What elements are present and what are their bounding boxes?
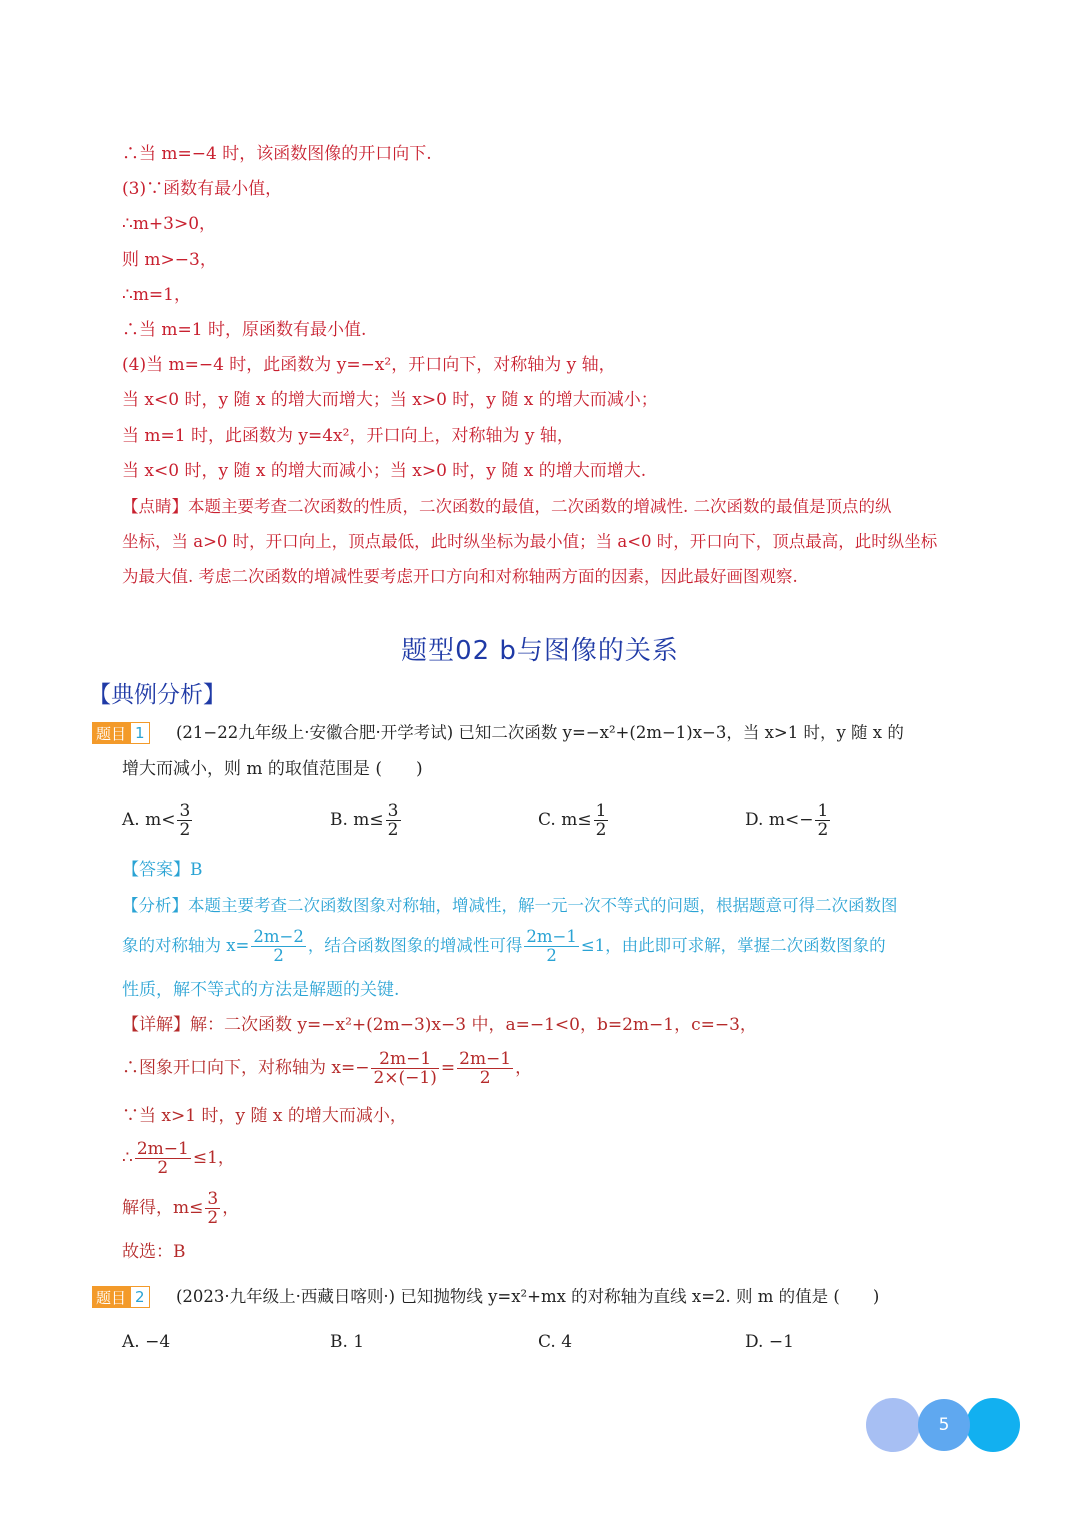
option-b[interactable] <box>330 802 403 839</box>
detail-line: ∵当 x>1 时，y 随 x 的增大而减小， <box>122 1106 407 1126</box>
option-label: A. m< <box>122 810 176 830</box>
denominator: 2 <box>273 946 284 965</box>
detail-text: ≤1， <box>192 1148 235 1168</box>
option-c[interactable] <box>538 802 610 839</box>
numerator: 3 <box>179 801 191 821</box>
analysis-text: 象的对称轴为 x= <box>122 936 250 955</box>
question-tag <box>92 1286 150 1308</box>
fraction <box>594 802 609 839</box>
denominator: 2×(−1) <box>373 1068 437 1088</box>
fraction <box>386 802 401 839</box>
example-heading: 【典例分析】 <box>88 682 226 708</box>
question-number: 1 <box>130 722 150 744</box>
answer-line: 【答案】B <box>122 860 203 880</box>
numerator: 2m−1 <box>459 1049 512 1069</box>
option-d[interactable] <box>745 802 832 839</box>
question-tag-label: 题目 <box>92 1286 130 1308</box>
analysis-line: 【分析】本题主要考查二次函数图象对称轴，增减性，解一元一次不等式的问题，根据题意可得二次函数图 <box>122 896 898 915</box>
analysis-line: 性质，解不等式的方法是解题的关键. <box>122 980 400 1000</box>
detail-line: 【详解】解：二次函数 y=−x²+(2m−3)x−3 中，a=−1<0，b=2m−1，c=−3， <box>122 1015 757 1035</box>
solution-line: 则 m>−3， <box>122 250 217 270</box>
detail-line: 故选：B <box>122 1242 186 1262</box>
solution-line: 当 x<0 时，y 随 x 的增大而减小；当 x>0 时，y 随 x 的增大而增大. <box>122 461 647 481</box>
comment-line: 【点睛】本题主要考查二次函数的性质，二次函数的最值，二次函数的增减性. 二次函数的最值是顶点的纵 <box>122 497 892 516</box>
numerator: 2m−2 <box>253 927 304 946</box>
detail-line <box>122 1050 532 1087</box>
question-number: 2 <box>130 1286 150 1308</box>
fraction <box>177 802 192 839</box>
comment-line: 坐标，当 a>0 时，开口向上，顶点最低，此时纵坐标为最小值；当 a<0 时，开口向下，顶点最高，此时纵坐标 <box>122 532 938 551</box>
solution-line: ∴当 m=1 时，原函数有最小值. <box>122 320 367 340</box>
detail-line <box>122 1140 235 1177</box>
denominator: 2 <box>595 820 607 840</box>
detail-line <box>122 1190 239 1227</box>
solution-line: 当 m=1 时，此函数为 y=4x²，开口向上，对称轴为 y 轴， <box>122 426 574 446</box>
option-label: C. m≤ <box>538 810 592 830</box>
detail-text: = <box>440 1058 456 1078</box>
option-label: D. m<− <box>745 810 814 830</box>
circle-decoration <box>966 1398 1020 1452</box>
numerator: 2m−1 <box>526 927 577 946</box>
fraction <box>371 1050 438 1087</box>
question-text: (21−22九年级上·安徽合肥·开学考试) 已知二次函数 y=−x²+(2m−1)x−3，当 x>1 时，y 随 x 的 <box>176 723 904 742</box>
option-d[interactable]: D. −1 <box>745 1332 794 1352</box>
solution-line: (3)∵函数有最小值， <box>122 179 283 199</box>
denominator: 2 <box>546 946 557 965</box>
option-c[interactable]: C. 4 <box>538 1332 573 1352</box>
option-label: B. m≤ <box>330 810 384 830</box>
section-title: 题型02 b与图像的关系 <box>401 636 679 666</box>
solution-line: (4)当 m=−4 时，此函数为 y=−x²，开口向下，对称轴为 y 轴， <box>122 355 616 375</box>
detail-text: ∴图象开口向下，对称轴为 x=− <box>122 1058 370 1078</box>
solution-line: ∴当 m=−4 时，该函数图像的开口向下. <box>122 144 432 164</box>
solution-line: ∴m=1， <box>122 285 191 305</box>
numerator: 1 <box>817 801 829 821</box>
numerator: 3 <box>387 801 399 821</box>
option-a[interactable]: A. −4 <box>122 1332 171 1352</box>
numerator: 2m−1 <box>371 1050 438 1069</box>
fraction <box>205 1190 220 1227</box>
comment-line: 为最大值. 考虑二次函数的增减性要考虑开口方向和对称轴两方面的因素，因此最好画图观察. <box>122 567 798 586</box>
numerator: 3 <box>207 1189 219 1209</box>
question-text: (2023·九年级上·西藏日喀则·) 已知抛物线 y=x²+mx 的对称轴为直线 x=2. 则 m 的值是 ( ) <box>176 1287 880 1306</box>
detail-text: 解得，m≤ <box>122 1198 204 1218</box>
numerator: 1 <box>595 801 607 821</box>
fraction <box>251 928 305 965</box>
solution-line: 当 x<0 时，y 随 x 的增大而增大；当 x>0 时，y 随 x 的增大而减小； <box>122 390 658 410</box>
circle-decoration <box>866 1398 920 1452</box>
detail-text: ， <box>515 1058 533 1078</box>
page-number: 5 <box>918 1399 970 1451</box>
question-text: 增大而减小，则 m 的取值范围是 ( ) <box>122 759 423 779</box>
question-tag-label: 题目 <box>92 722 130 744</box>
option-b[interactable]: B. 1 <box>330 1332 365 1352</box>
page-number-badge <box>866 1398 1026 1452</box>
question-tag <box>92 722 150 744</box>
option-a[interactable] <box>122 802 194 839</box>
denominator: 2 <box>387 820 399 840</box>
fraction <box>524 928 578 965</box>
denominator: 2 <box>157 1158 169 1178</box>
detail-text: ∴ <box>122 1148 133 1168</box>
solution-line: ∴m+3>0， <box>122 214 217 234</box>
detail-text: ， <box>222 1198 240 1218</box>
analysis-text: ，结合函数图象的增减性可得 <box>307 936 523 955</box>
fraction <box>135 1140 191 1177</box>
denominator: 2 <box>479 1068 491 1088</box>
denominator: 2 <box>817 820 829 840</box>
fraction <box>457 1050 513 1087</box>
denominator: 2 <box>179 820 191 840</box>
analysis-text: ≤1，由此即可求解，掌握二次函数图象的 <box>580 936 886 955</box>
numerator: 2m−1 <box>136 1139 189 1159</box>
analysis-line <box>122 928 886 965</box>
fraction <box>815 802 830 839</box>
denominator: 2 <box>207 1208 219 1228</box>
